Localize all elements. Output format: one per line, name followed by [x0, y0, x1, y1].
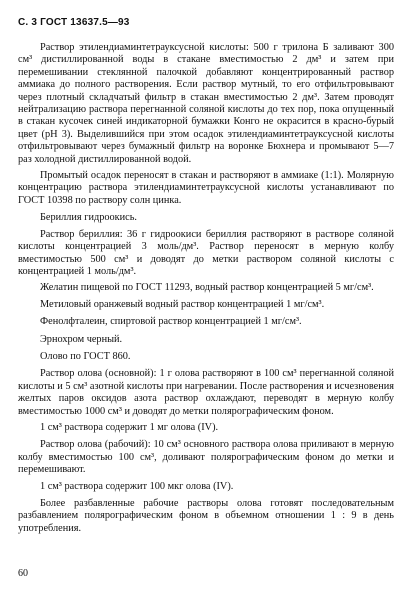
page-number: 60	[18, 568, 28, 579]
paragraph-beryllium-solution: Раствор бериллия: 36 г гидроокиси бериллия растворяют в растворе соляной кислоты концентрацией 3 моль/дм³. Раствор переносят в мерную колбу вместимостью 500 см³ и доводят до метки раствором соляной кислоты с концентрацией 1 моль/дм³.	[18, 228, 394, 277]
paragraph-beryllium-hydroxide: Бериллия гидроокись.	[40, 212, 138, 224]
paragraph-edta-concentration: Промытый осадок переносят в стакан и растворяют в аммиаке (1:1). Молярную концентрацию раствора этилендиаминтетрауксусной кислоты устанавливают по ГОСТ 10398 по раствору солн цинка.	[18, 170, 394, 206]
paragraph-tin-stock-solution: Раствор олова (основной): 1 г олова растворяют в 100 см³ перегнанной соляной кислоты и 5 см³ азотной кислоты при нагревании. После растворения и исчезновения желтых паров оксидов азота раствор охлаждают, переводят в мерную колбу вместимостью 1000 см³ и доводят до метки полярографическим фоном.	[18, 368, 394, 417]
paragraph-dilute-solutions: Более разбавленные рабочие растворы олова готовят последовательным разбавлением полярографическим фоном в объемном отношении 1 : 9 в день употребления.	[18, 498, 394, 534]
document-body	[18, 42, 394, 539]
paragraph-tin-stock-content: 1 см³ раствора содержит 1 мг олова (IV).	[40, 421, 219, 433]
paragraph-methyl-orange: Метиловый оранжевый водный раствор концентрацией 1 мг/см³.	[40, 298, 325, 310]
paragraph-tin-working-solution: Раствор олова (рабочий): 10 см³ основного раствора олова приливают в мерную колбу вместимостью 100 см³, доливают полярографическим фоном до метки и перемешивают.	[18, 439, 394, 476]
paragraph-phenolphthalein: Фенолфталеин, спиртовой раствор концентрацией 1 мг/см³.	[40, 316, 302, 328]
paragraph-eriochrome: Эрнохром черный.	[40, 333, 123, 345]
paragraph-tin-working-content: 1 см³ раствора содержит 100 мкг олова (IV).	[40, 480, 234, 492]
paragraph-gelatin: Желатин пищевой по ГОСТ 11293, водный раствор концентрацией 5 мг/см³.	[40, 282, 374, 294]
paragraph-edta-solution: Раствор этилендиаминтетрауксусной кислоты: 500 г трилона Б заливают 300 см³ дистиллированной воды в стакане вместимостью 2 дм³ и затем при перемешивании стеклянной палочкой добавляют концентрированный раствор аммиака до полного растворения. Если раствор мутный, то его отфильтровывают через плотный складчатый фильтр в стакан вместимостью 2 дм³. Затем проводят нейтрализацию раствора перегнанной соляной кислоты до тех пор, пока опущенный в стакан кусочек синей индикаторной бумажки Конго не окрасится в красно-бурый цвет (pH 3). Выделившийся при этом осадок этилендиаминтетрауксусной кислоты отфильтровывают через бумажный фильтр на воронке Бюхнера и промывают 5—7 раз холодной дистиллированной водой.	[18, 42, 394, 165]
running-header: С. 3 ГОСТ 13637.5—93	[18, 17, 130, 28]
paragraph-tin: Олово по ГОСТ 860.	[40, 350, 131, 362]
